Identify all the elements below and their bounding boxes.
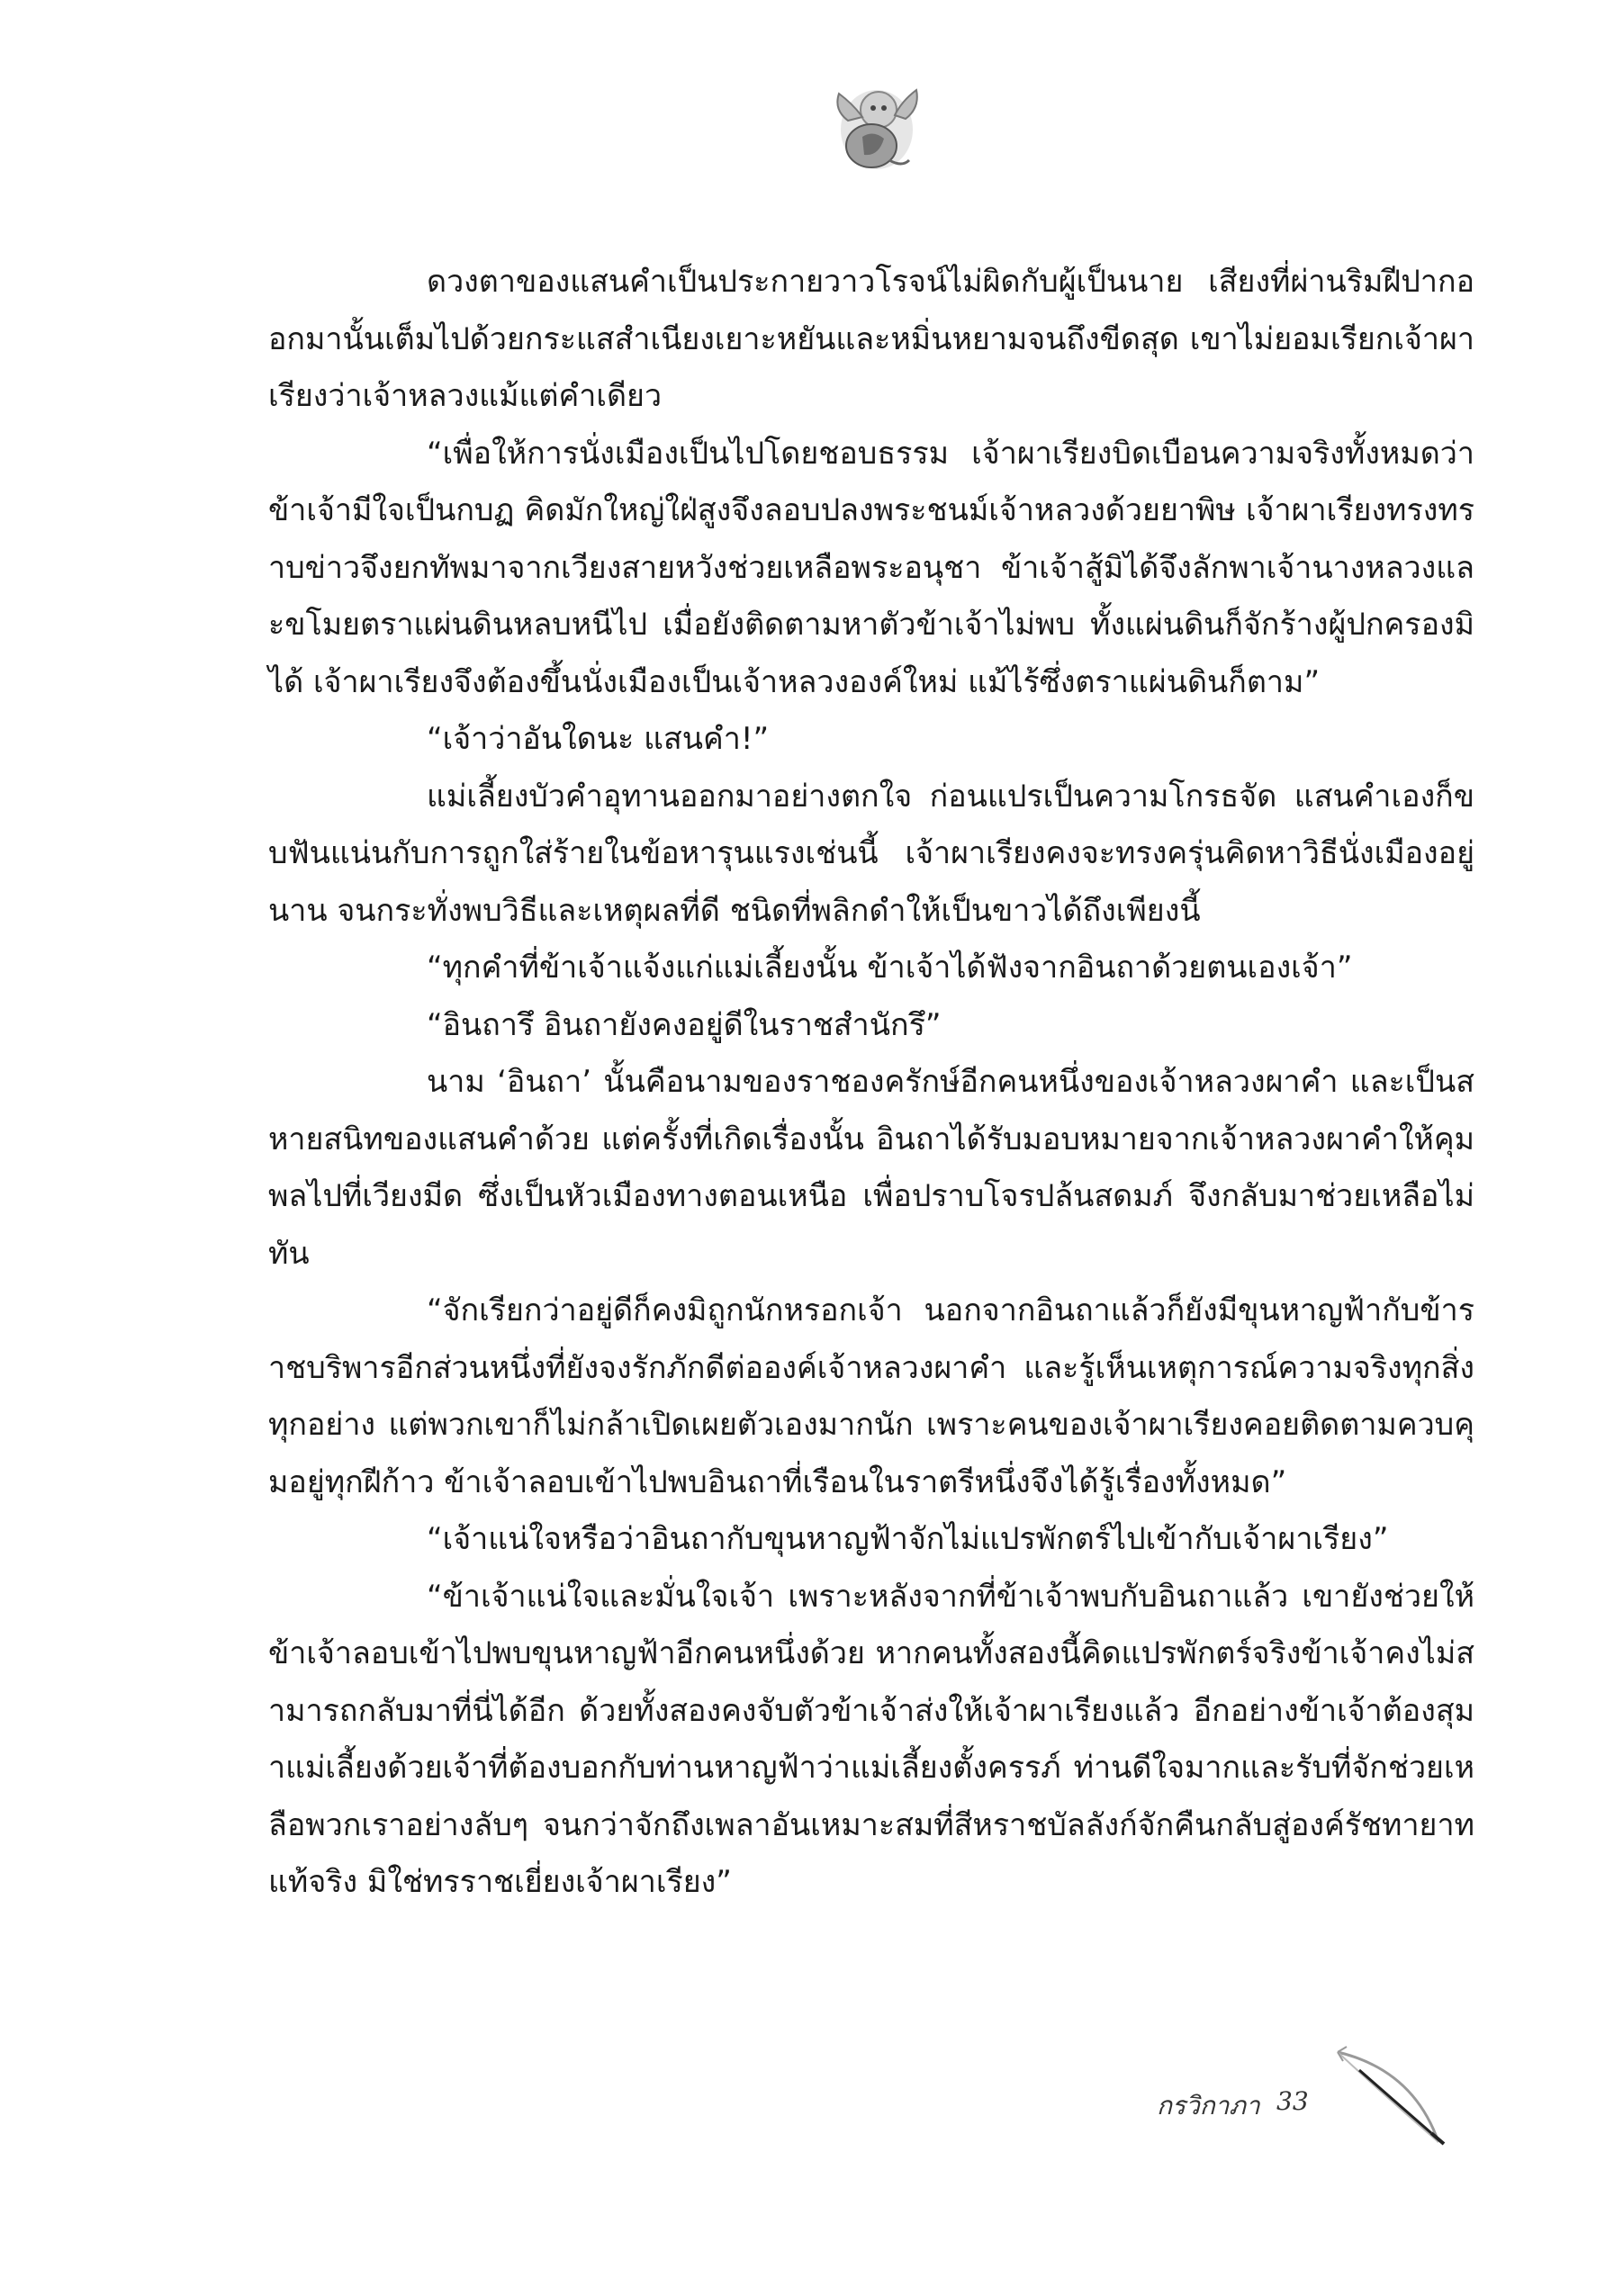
cherub-ornament-icon bbox=[826, 74, 927, 180]
paragraph: “เพื่อให้การนั่งเมืองเป็นไปโดยชอบธรรม เจ้าผาเรียงบิดเบือนความจริงทั้งหมดว่า ข้าเจ้ามีใจเป็นกบฏ คิดมักใหญ่ใฝ่สูงจึงลอบปลงพระชนม์เจ้าหลวงด้วยยาพิษ เจ้าผาเรียงทรงทราบข่าวจึงยกทัพมาจากเวียงสายหวังช่วยเหลือพระอนุชา ข้าเจ้าสู้มิได้จึงลักพาเจ้านางหลวงและขโมยตราแผ่นดินหลบหนีไป เมื่อยังติดตามหาตัวข้าเจ้าไม่พบ ทั้งแผ่นดินก็จักร้างผู้ปกครองมิได้ เจ้าผาเรียงจึงต้องขึ้นนั่งเมืองเป็นเจ้าหลวงองค์ใหม่ แม้ไร้ซึ่งตราแผ่นดินก็ตาม” bbox=[268, 435, 1474, 700]
paragraph: “ทุกคำที่ข้าเจ้าแจ้งแก่แม่เลี้ยงนั้น ข้าเจ้าได้ฟังจากอินถาด้วยตนเองเจ้า” bbox=[427, 950, 1353, 986]
running-footer-title: กรวิกาภา bbox=[1157, 2091, 1260, 2120]
story-text bbox=[268, 254, 1474, 1912]
page-number: 33 bbox=[1276, 2086, 1309, 2116]
paragraph: “เจ้าแน่ใจหรือว่าอินถากับขุนหาญฟ้าจักไม่แปรพักตร์ไปเข้ากับเจ้าผาเรียง” bbox=[427, 1521, 1389, 1557]
paragraph: ดวงตาของแสนคำเป็นประกายวาวโรจน์ไม่ผิดกับผู้เป็นนาย เสียงที่ผ่านริมฝีปากออกมานั้นเต็มไปด้วยกระแสสำเนียงเยาะหยันและหมิ่นหยามจนถึงขีดสุด เขาไม่ยอมเรียกเจ้าผาเรียงว่าเจ้าหลวงแม้แต่คำเดียว bbox=[268, 264, 1474, 414]
paragraph: แม่เลี้ยงบัวคำอุทานออกมาอย่างตกใจ ก่อนแปรเป็นความโกรธจัด แสนคำเองก็ขบฟันแน่นกับการถูกใส่ร้ายในข้อหารุนแรงเช่นนี้ เจ้าผาเรียงคงจะทรงครุ่นคิดหาวิธีนั่งเมืองอยู่นาน จนกระทั่งพบวิธีและเหตุผลที่ดี ชนิดที่พลิกดำให้เป็นขาวได้ถึงเพียงนี้ bbox=[268, 778, 1474, 929]
paragraph: นาม ‘อินถา’ นั้นคือนามของราชองครักษ์อีกคนหนึ่งของเจ้าหลวงผาคำ และเป็นสหายสนิทของแสนคำด้วย แต่ครั้งที่เกิดเรื่องนั้น อินถาได้รับมอบหมายจากเจ้าหลวงผาคำให้คุมพลไปที่เวียงมีด ซึ่งเป็นหัวเมืองทางตอนเหนือ เพื่อปราบโจรปล้นสดมภ์ จึงกลับมาช่วยเหลือไม่ทัน bbox=[268, 1064, 1474, 1272]
paragraph: “จักเรียกว่าอยู่ดีก็คงมิถูกนักหรอกเจ้า นอกจากอินถาแล้วก็ยังมีขุนหาญฟ้ากับข้าราชบริพารอีกส่วนหนึ่งที่ยังจงรักภักดีต่อองค์เจ้าหลวงผาคำ และรู้เห็นเหตุการณ์ความจริงทุกสิ่งทุกอย่าง แต่พวกเขาก็ไม่กล้าเปิดเผยตัวเองมากนัก เพราะคนของเจ้าผาเรียงคอยติดตามควบคุมอยู่ทุกฝีก้าว ข้าเจ้าลอบเข้าไปพบอินถาที่เรือนในราตรีหนึ่งจึงได้รู้เรื่องทั้งหมด” bbox=[268, 1292, 1474, 1500]
paragraph: “เจ้าว่าอันใดนะ แสนคำ!” bbox=[427, 721, 770, 757]
bow-ornament-icon bbox=[1332, 2043, 1467, 2151]
paragraph: “ข้าเจ้าแน่ใจและมั่นใจเจ้า เพราะหลังจากที่ข้าเจ้าพบกับอินถาแล้ว เขายังช่วยให้ข้าเจ้าลอบเข้าไปพบขุนหาญฟ้าอีกคนหนึ่งด้วย หากคนทั้งสองนี้คิดแปรพักตร์จริงข้าเจ้าคงไม่สามารถกลับมาที่นี่ได้อีก ด้วยทั้งสองคงจับตัวข้าเจ้าส่งให้เจ้าผาเรียงแล้ว อีกอย่างข้าเจ้าต้องสุมาแม่เลี้ยงด้วยเจ้าที่ต้องบอกกับท่านหาญฟ้าว่าแม่เลี้ยงตั้งครรภ์ ท่านดีใจมากและรับที่จักช่วยเหลือพวกเราอย่างลับๆ จนกว่าจักถึงเพลาอันเหมาะสมที่สีหราชบัลลังก์จักคืนกลับสู่องค์รัชทายาทแท้จริง มิใช่ทรราชเยี่ยงเจ้าผาเรียง” bbox=[268, 1578, 1474, 1900]
paragraph: “อินถารึ อินถายังคงอยู่ดีในราชสำนักรึ” bbox=[427, 1006, 942, 1043]
